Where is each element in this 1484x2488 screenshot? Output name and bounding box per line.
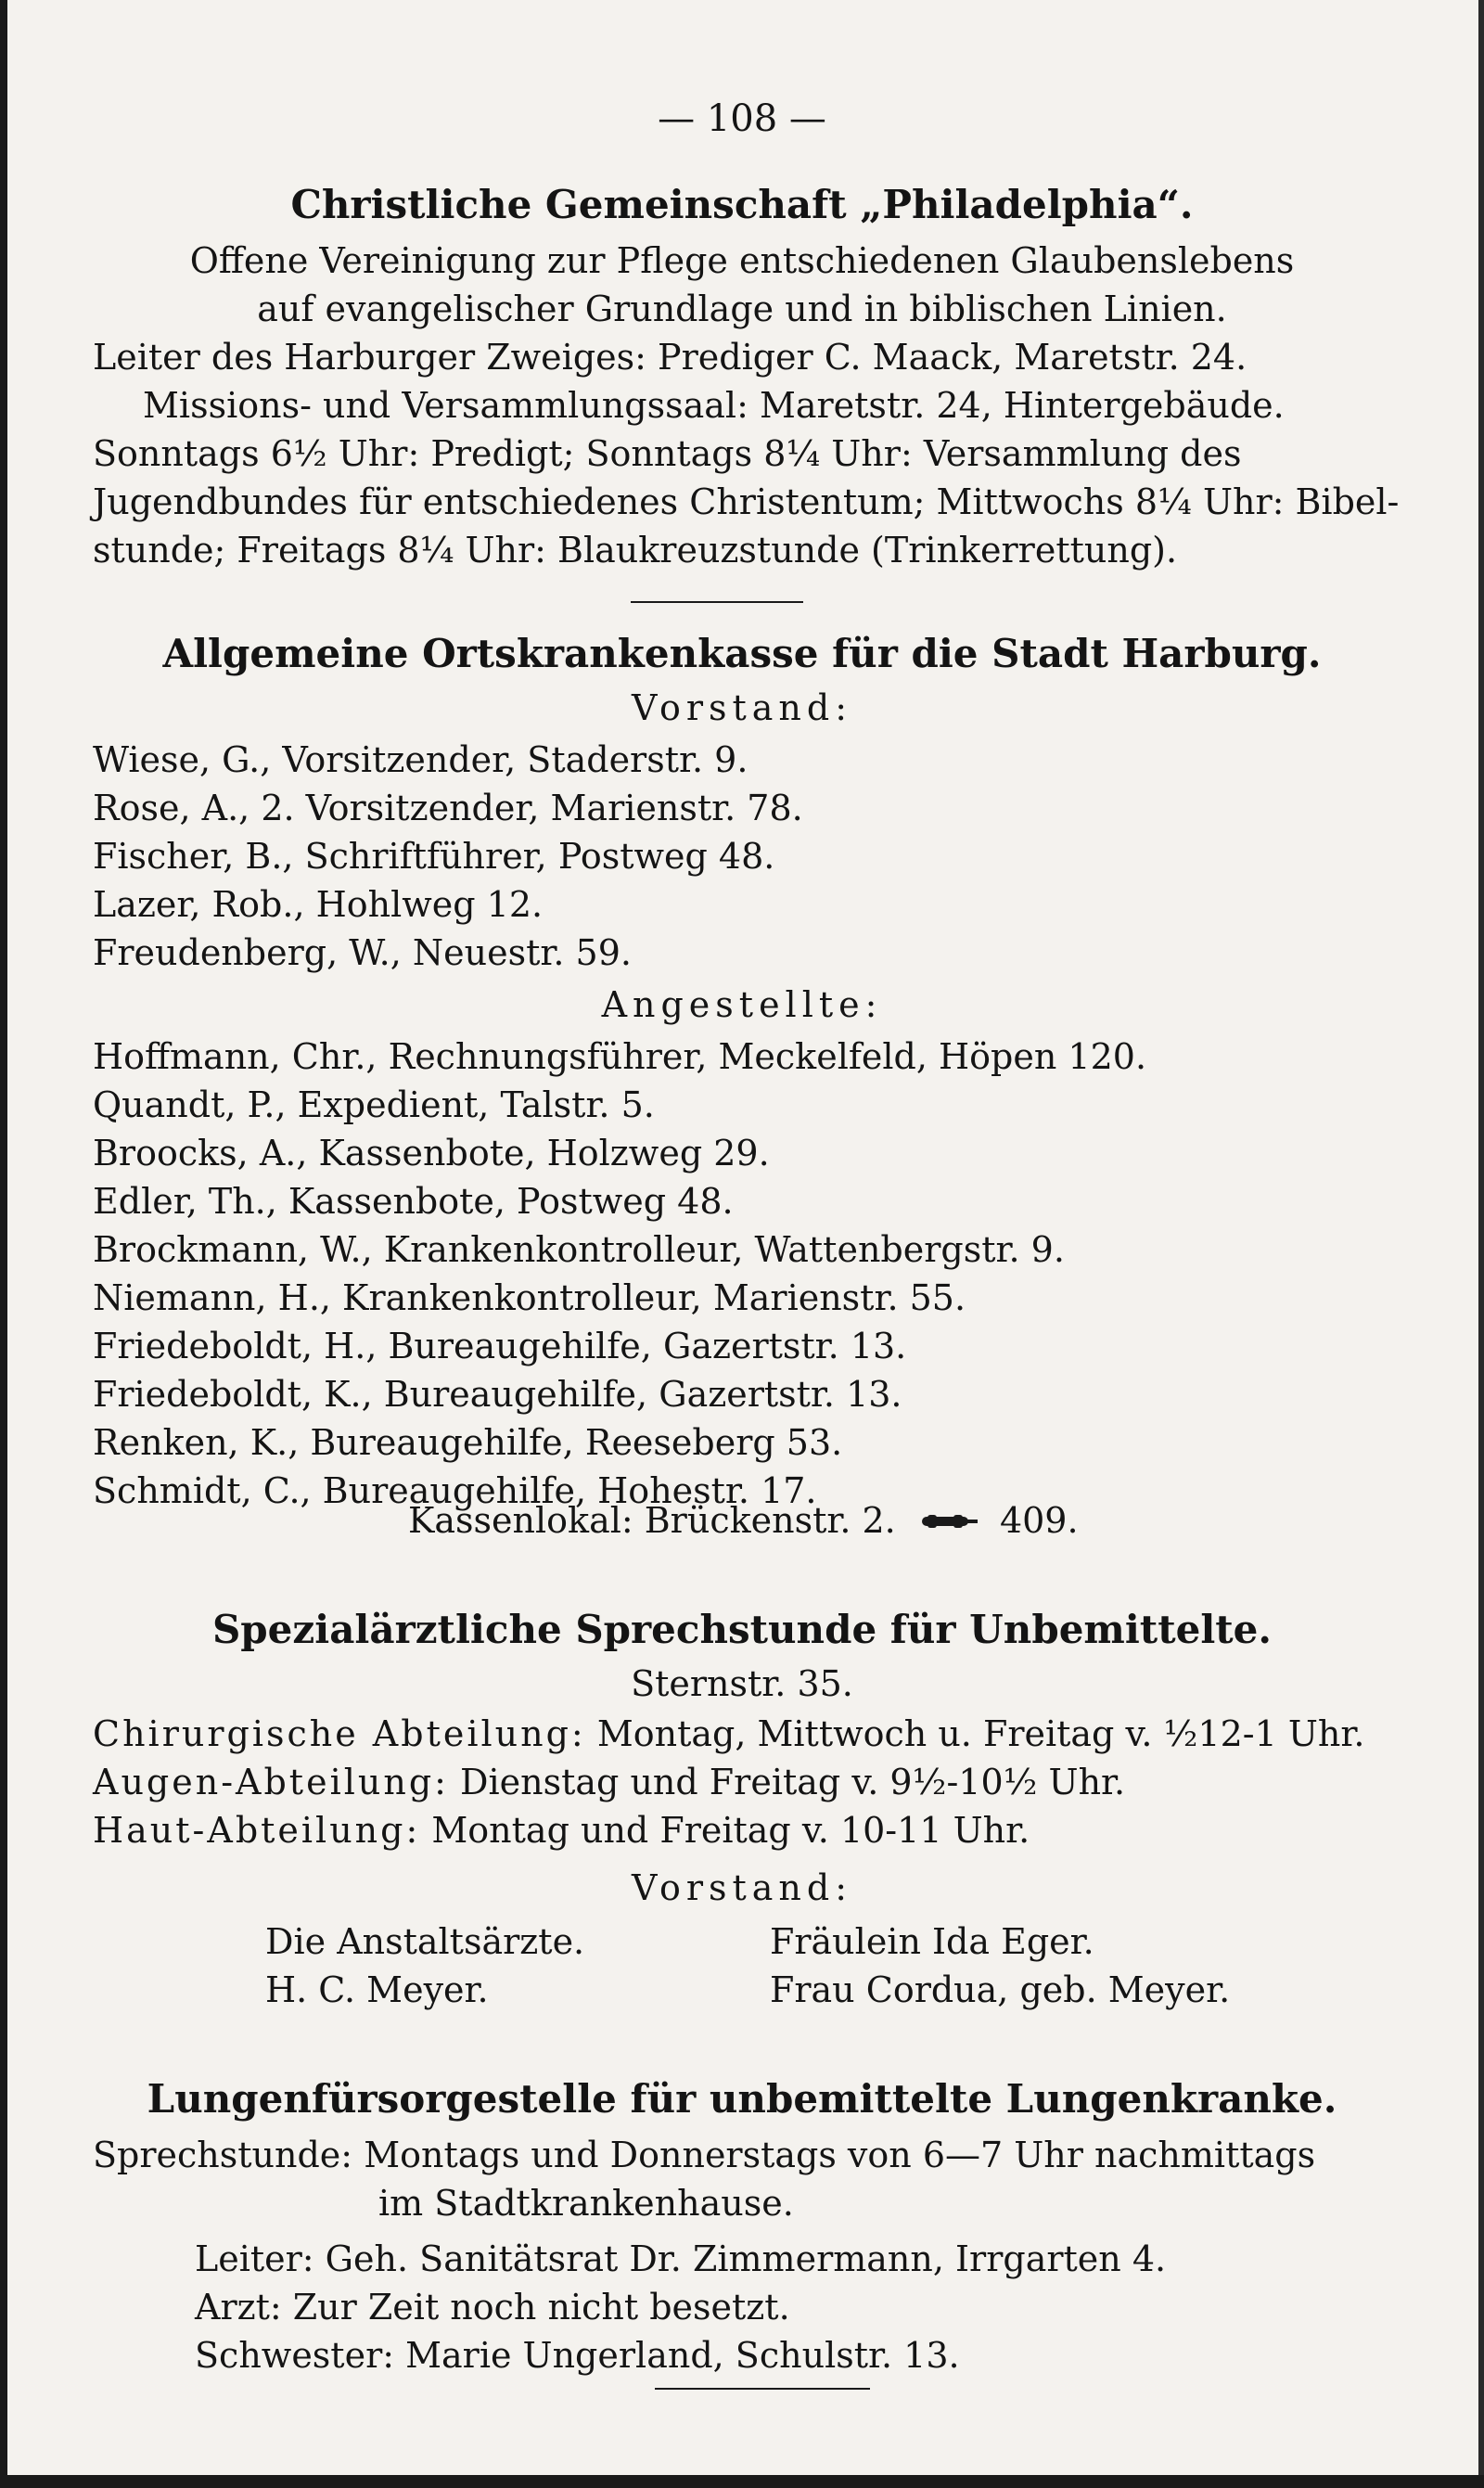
text-line: im Stadtkrankenhause.: [378, 2183, 794, 2224]
list-item: Friedeboldt, H., Bureaugehilfe, Gazertstr. 13.: [93, 1326, 907, 1366]
text-line: Leiter: Geh. Sanitätsrat Dr. Zimmermann, Irrgarten 4.: [195, 2238, 1167, 2279]
subheading-vorstand: Vorstand:: [631, 1867, 853, 1908]
department-line: [93, 1713, 1484, 1754]
department-hours: Montag und Freitag v. 10-11 Uhr.: [431, 1810, 1030, 1851]
board-member: Die Anstaltsärzte.: [265, 1921, 585, 1962]
list-item: Edler, Th., Kassenbote, Postweg 48.: [93, 1181, 734, 1222]
subheading-angestellte: Angestellte:: [601, 984, 883, 1025]
telephone-icon: [920, 1511, 979, 1532]
list-item: Brockmann, W., Krankenkontrolleur, Wattenbergstr. 9.: [93, 1229, 1065, 1270]
text-line: Jugendbundes für entschiedenes Christentum; Mittwochs 8¼ Uhr: Bibel-: [93, 481, 1400, 522]
scan-bottom-edge: [0, 2475, 1484, 2488]
board-member: Fräulein Ida Eger.: [770, 1921, 1094, 1962]
text-line: stunde; Freitags 8¼ Uhr: Blaukreuzstunde (Trinkerrettung).: [93, 530, 1178, 571]
sprechstunde-hours: Montags und Donnerstags von 6—7 Uhr nachmittags: [364, 2135, 1316, 2175]
address-line: Sternstr. 35.: [631, 1663, 853, 1704]
kassenlokal-address: Kassenlokal: Brückenstr. 2.: [408, 1500, 896, 1541]
department-label: Haut-Abteilung:: [93, 1810, 421, 1851]
list-item: Renken, K., Bureaugehilfe, Reeseberg 53.: [93, 1422, 843, 1463]
text-line: Leiter des Harburger Zweiges: Prediger C. Maack, Maretstr. 24.: [93, 337, 1247, 378]
board-member: Frau Cordua, geb. Meyer.: [770, 1969, 1231, 2010]
kassenlokal-line: [408, 1500, 1484, 1541]
sprechstunde-label: Sprechstunde:: [93, 2135, 353, 2175]
phone-number: 409.: [999, 1500, 1079, 1541]
section-divider: [655, 2388, 870, 2390]
subheading-vorstand: Vorstand:: [631, 687, 853, 728]
section-title-philadelphia: Christliche Gemeinschaft „Philadelphia“.: [290, 182, 1194, 227]
department-line: [93, 1764, 1484, 1800]
text-line: Missions- und Versammlungssaal: Maretstr. 24, Hintergebäude.: [143, 385, 1285, 426]
text-line: Sonntags 6½ Uhr: Predigt; Sonntags 8¼ Uhr: Versammlung des: [93, 433, 1242, 474]
list-item: Wiese, G., Vorsitzender, Staderstr. 9.: [93, 739, 748, 780]
list-item: Friedeboldt, K., Bureaugehilfe, Gazertstr. 13.: [93, 1374, 902, 1415]
text-line: Arzt: Zur Zeit noch nicht besetzt.: [195, 2287, 790, 2328]
list-item: Niemann, H., Krankenkontrolleur, Marienstr. 55.: [93, 1277, 966, 1318]
list-item: Quandt, P., Expedient, Talstr. 5.: [93, 1084, 655, 1125]
text-line: Schwester: Marie Ungerland, Schulstr. 13.: [195, 2335, 960, 2376]
list-item: Hoffmann, Chr., Rechnungsführer, Meckelfeld, Höpen 120.: [93, 1036, 1147, 1077]
section-divider: [631, 601, 803, 603]
department-label: Augen-Abteilung:: [93, 1762, 449, 1802]
department-hours: Montag, Mittwoch u. Freitag v. ½12-1 Uhr.: [596, 1713, 1365, 1754]
department-label: Chirurgische Abteilung:: [93, 1713, 586, 1754]
list-item: Rose, A., 2. Vorsitzender, Marienstr. 78.: [93, 788, 803, 828]
list-item: Freudenberg, W., Neuestr. 59.: [93, 932, 632, 973]
department-line: [93, 1810, 1484, 1851]
list-item: Lazer, Rob., Hohlweg 12.: [93, 884, 544, 925]
section-title-sprechstunde: Spezialärztliche Sprechstunde für Unbemittelte.: [211, 1607, 1273, 1652]
list-item: Broocks, A., Kassenbote, Holzweg 29.: [93, 1133, 770, 1173]
board-member: H. C. Meyer.: [265, 1969, 489, 2010]
page-number: — 108 —: [658, 97, 826, 140]
list-item: Schmidt, C., Bureaugehilfe, Hohestr. 17.: [93, 1470, 817, 1511]
text-line: Offene Vereinigung zur Pflege entschiedenen Glaubenslebens: [189, 240, 1295, 281]
text-line: auf evangelischer Grundlage und in biblischen Linien.: [257, 289, 1227, 329]
sprechstunde-line: [93, 2137, 1484, 2173]
department-hours: Dienstag und Freitag v. 9½-10½ Uhr.: [460, 1762, 1126, 1802]
section-title-lungenfuersorge: Lungenfürsorgestelle für unbemittelte Lungenkranke.: [147, 2076, 1337, 2122]
section-title-ortskrankenkasse: Allgemeine Ortskrankenkasse für die Stadt Harburg.: [162, 631, 1322, 676]
list-item: Fischer, B., Schriftführer, Postweg 48.: [93, 836, 775, 877]
